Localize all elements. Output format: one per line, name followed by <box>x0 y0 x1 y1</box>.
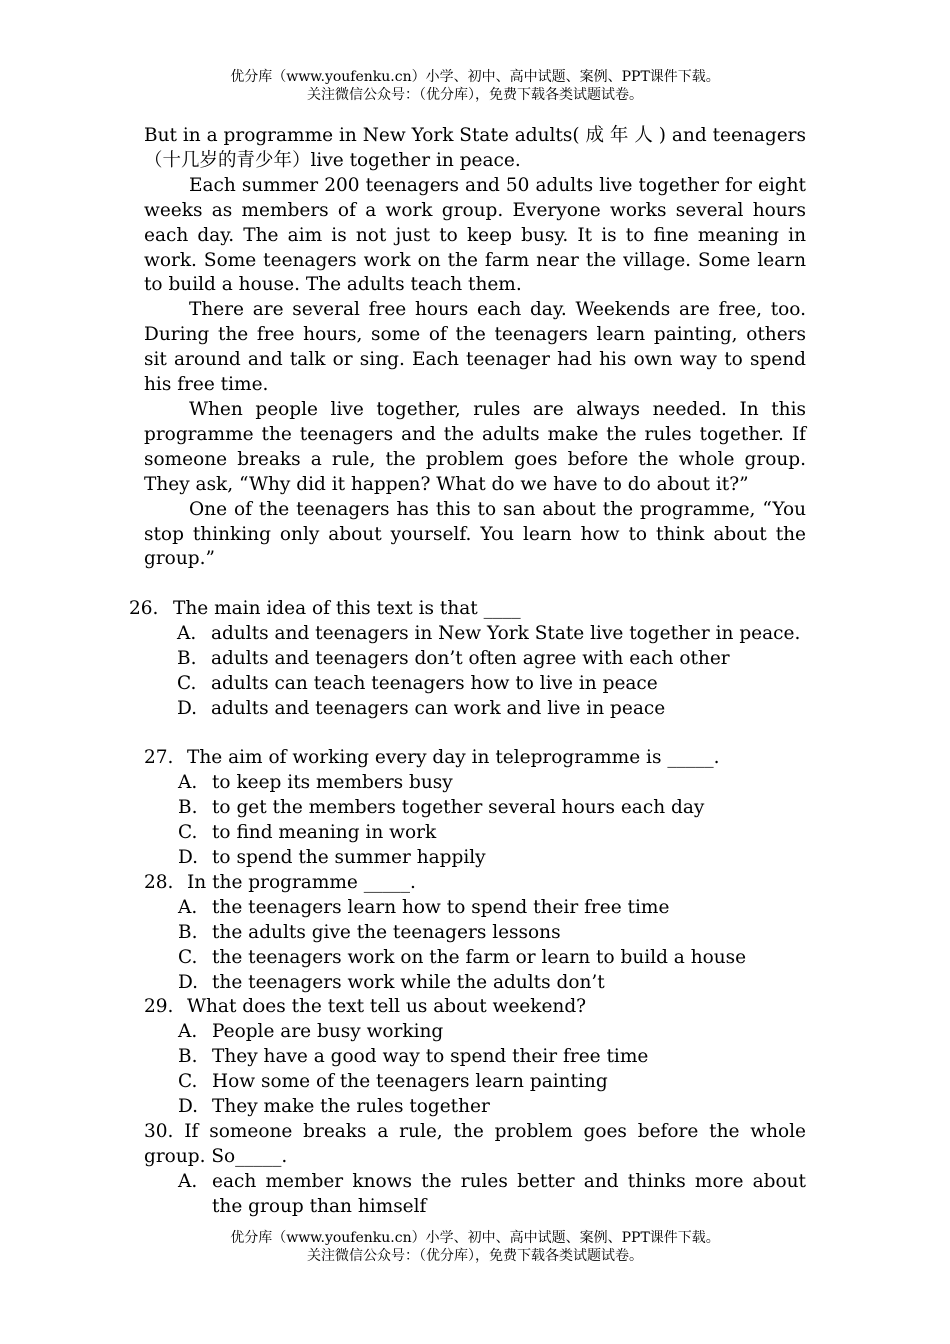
option-b <box>178 1045 806 1070</box>
footer-line-2: 关注微信公众号：（优分库），免费下载各类试题试卷。 <box>307 1248 643 1264</box>
question-stem: If someone breaks a rule, the problem goes before the whole group. So_____. <box>144 1121 806 1167</box>
question-stem: The aim of working every day in teleprogramme is _____. <box>187 747 720 768</box>
option-text: adults and teenagers in New York State live together in peace. <box>211 622 801 644</box>
option-a <box>177 622 806 647</box>
option-d <box>178 971 806 996</box>
option-letter: A. <box>178 771 198 793</box>
question-29 <box>144 995 806 1120</box>
option-letter: C. <box>178 1070 198 1092</box>
option-d <box>178 1095 806 1120</box>
option-a <box>178 771 806 796</box>
option-c <box>178 946 806 971</box>
question-number: 26. <box>129 598 159 619</box>
option-b <box>178 796 806 821</box>
option-text: They make the rules together <box>212 1095 490 1117</box>
option-letter: A. <box>177 622 197 644</box>
option-text: each member knows the rules better and thinks more about the group than himself <box>212 1170 806 1217</box>
question-28 <box>144 871 806 996</box>
question-number: 27. <box>144 747 174 768</box>
option-text: the adults give the teenagers lessons <box>212 921 561 943</box>
option-c <box>177 672 806 697</box>
page-header <box>0 68 950 104</box>
option-a <box>178 896 806 921</box>
option-text: the teenagers learn how to spend their free time <box>212 896 670 918</box>
question-26 <box>129 597 806 722</box>
option-text: adults can teach teenagers how to live in peace <box>211 672 658 694</box>
option-letter: D. <box>178 1095 199 1117</box>
option-a <box>178 1020 806 1045</box>
option-text: adults and teenagers don’t often agree with each other <box>211 647 730 669</box>
option-letter: A. <box>178 1170 198 1192</box>
question-27 <box>144 746 806 871</box>
question-number: 28. <box>144 872 174 893</box>
reading-passage <box>144 124 806 572</box>
passage-paragraph: When people live together, rules are always needed. In this programme the teenagers and the adults make the rules together. If someone breaks a rule, the problem goes before the whole group. They ask, “Why did it happen? What do we have to do about it?” <box>144 398 806 495</box>
question-number: 30. <box>144 1121 174 1142</box>
option-letter: A. <box>178 896 198 918</box>
option-a <box>178 1170 806 1220</box>
option-d <box>177 697 806 722</box>
option-d <box>178 846 806 871</box>
option-letter: C. <box>178 946 198 968</box>
passage-paragraph: One of the teenagers has this to san about the programme, “You stop thinking only about yourself. You learn how to think about the group.” <box>144 498 806 570</box>
option-text: to get the members together several hours each day <box>212 796 705 818</box>
option-letter: D. <box>177 697 198 719</box>
option-letter: C. <box>178 821 198 843</box>
header-line-2: 关注微信公众号：（优分库），免费下载各类试题试卷。 <box>307 87 643 103</box>
option-text: They have a good way to spend their free time <box>212 1045 649 1067</box>
header-line-1: 优分库（www.youfenku.cn）小学、初中、高中试题、案例、PPT课件下载。 <box>230 69 720 85</box>
option-letter: C. <box>177 672 197 694</box>
option-text: the teenagers work on the farm or learn to build a house <box>212 946 747 968</box>
option-text: to keep its members busy <box>212 771 453 793</box>
question-30 <box>144 1120 806 1220</box>
option-c <box>178 821 806 846</box>
option-text: How some of the teenagers learn painting <box>212 1070 608 1092</box>
passage-paragraph: There are several free hours each day. Weekends are free, too. During the free hours, some of the teenagers learn painting, others sit around and talk or sing. Each teenager had his own way to spend his free time. <box>144 299 806 396</box>
option-letter: B. <box>178 796 198 818</box>
option-letter: B. <box>178 1045 198 1067</box>
option-letter: B. <box>178 921 198 943</box>
option-text: to spend the summer happily <box>212 846 486 868</box>
passage-paragraph: But in a programme in New York State adults( 成 年 人 ) and teenagers（十几岁的青少年）live together in peace. <box>144 125 806 171</box>
question-stem: In the programme _____. <box>187 872 416 893</box>
option-b <box>178 921 806 946</box>
option-text: adults and teenagers can work and live in peace <box>211 697 666 719</box>
option-c <box>178 1070 806 1095</box>
question-number: 29. <box>144 996 174 1017</box>
option-letter: B. <box>177 647 197 669</box>
page-footer <box>0 1229 950 1265</box>
footer-line-1: 优分库（www.youfenku.cn）小学、初中、高中试题、案例、PPT课件下载。 <box>230 1230 720 1246</box>
option-letter: A. <box>178 1020 198 1042</box>
option-letter: D. <box>178 846 199 868</box>
passage-paragraph: Each summer 200 teenagers and 50 adults live together for eight weeks as members of a work group. Everyone works several hours each day. The aim is not just to keep busy. It is to fine meaning in work. Some teenagers work on the farm near the village. Some learn to build a house. The adults teach them. <box>144 174 806 296</box>
question-stem: What does the text tell us about weekend? <box>187 996 587 1017</box>
question-stem: The main idea of this text is that ____ <box>173 598 521 619</box>
option-letter: D. <box>178 971 199 993</box>
option-text: the teenagers work while the adults don’t <box>212 971 605 993</box>
option-text: to find meaning in work <box>212 821 437 843</box>
option-text: People are busy working <box>212 1020 444 1042</box>
option-b <box>177 647 806 672</box>
